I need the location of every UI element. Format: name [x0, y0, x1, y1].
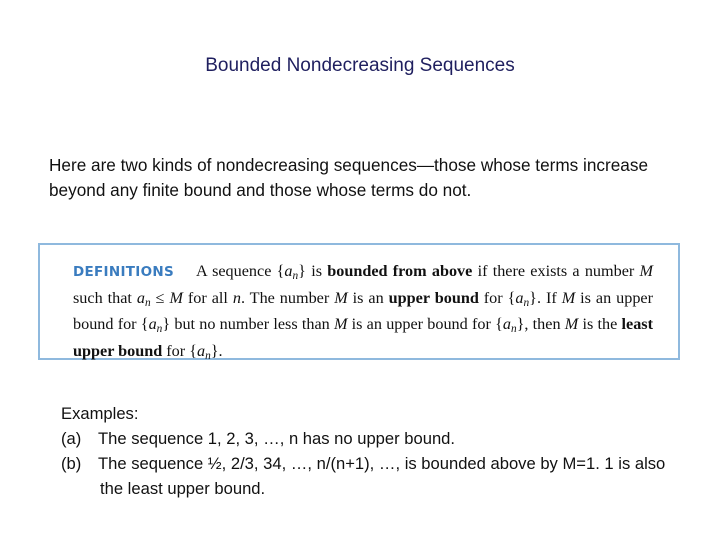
def-text-5: for all [182, 288, 233, 307]
var-m: M [564, 315, 579, 333]
def-text-13: , then [524, 315, 565, 333]
def-text-6: . The number [240, 288, 335, 307]
example-continuation: the least upper bound. [100, 479, 266, 498]
seq-sub: n [205, 349, 211, 362]
brace-open: { [140, 315, 149, 333]
def-text-15: for [162, 341, 190, 360]
brace-close: } [298, 262, 306, 280]
def-text-11: but no number less than [170, 315, 334, 333]
seq-var: a [284, 262, 293, 280]
seq-sub: n [510, 323, 517, 335]
def-text-16: . [218, 341, 223, 360]
definition-heading: DEFINITIONS [73, 264, 175, 280]
sequence-symbol [277, 262, 306, 280]
brace-open: { [507, 288, 516, 307]
brace-close: } [529, 288, 537, 307]
def-text-4: such that [73, 288, 137, 307]
var-m: M [169, 288, 183, 307]
brace-close: } [210, 341, 219, 360]
def-text-14: is the [578, 315, 622, 333]
def-text-1: A sequence [196, 262, 277, 280]
examples-section [61, 401, 711, 501]
var-m: M [639, 262, 653, 280]
var-m: M [334, 288, 348, 307]
var-m: M [333, 315, 348, 333]
brace-close: } [516, 315, 525, 333]
example-item [61, 426, 711, 451]
sequence-symbol [495, 315, 524, 333]
seq-var: a [502, 315, 511, 333]
def-text-9: . If [536, 288, 562, 307]
example-text: The sequence ½, 2/3, 34, …, n/(n+1), …, is bounded above by M=1. 1 is also [98, 454, 666, 473]
seq-var: a [515, 288, 524, 307]
brace-close: } [162, 315, 171, 333]
def-text-2: is [305, 262, 328, 280]
seq-sub: n [523, 296, 530, 309]
example-item [61, 451, 711, 476]
definition-text [73, 261, 653, 367]
le-sign: ≤ [150, 288, 170, 307]
term-bounded-above: bounded from above [327, 262, 473, 280]
sequence-symbol [141, 315, 170, 333]
definition-box [38, 243, 680, 360]
a-n-symbol [137, 289, 151, 307]
brace-open: { [189, 341, 197, 360]
intro-paragraph: Here are two kinds of nondecreasing sequences—those whose terms increase beyond any finite bound and those whose terms do not. [49, 155, 649, 200]
var-n: n [232, 288, 241, 307]
def-text-3: if there exists a number [472, 262, 640, 280]
term-least-upper-bound: least upper bound [73, 315, 653, 360]
example-text: The sequence 1, 2, 3, …, n has no upper bound. [98, 429, 456, 448]
seq-var: a [136, 288, 145, 307]
def-text-8: for [478, 288, 508, 307]
brace-open: { [276, 262, 285, 280]
example-label: (a) [61, 429, 82, 448]
sequence-symbol [189, 342, 218, 360]
seq-sub: n [144, 296, 151, 309]
brace-open: { [495, 315, 503, 333]
seq-var: a [197, 341, 206, 360]
def-text-10: is an upper bound for [73, 288, 653, 333]
examples-heading: Examples: [61, 404, 139, 423]
term-upper-bound: upper bound [388, 288, 479, 307]
seq-sub: n [156, 323, 163, 335]
seq-var: a [148, 315, 157, 333]
var-m: M [561, 288, 576, 307]
example-label: (b) [61, 454, 82, 473]
def-text-7: is an [347, 288, 389, 307]
def-text-12: is an upper bound for [347, 315, 496, 333]
slide-title: Bounded Nondecreasing Sequences [205, 55, 515, 76]
sequence-symbol [508, 289, 537, 307]
seq-sub: n [292, 270, 299, 282]
